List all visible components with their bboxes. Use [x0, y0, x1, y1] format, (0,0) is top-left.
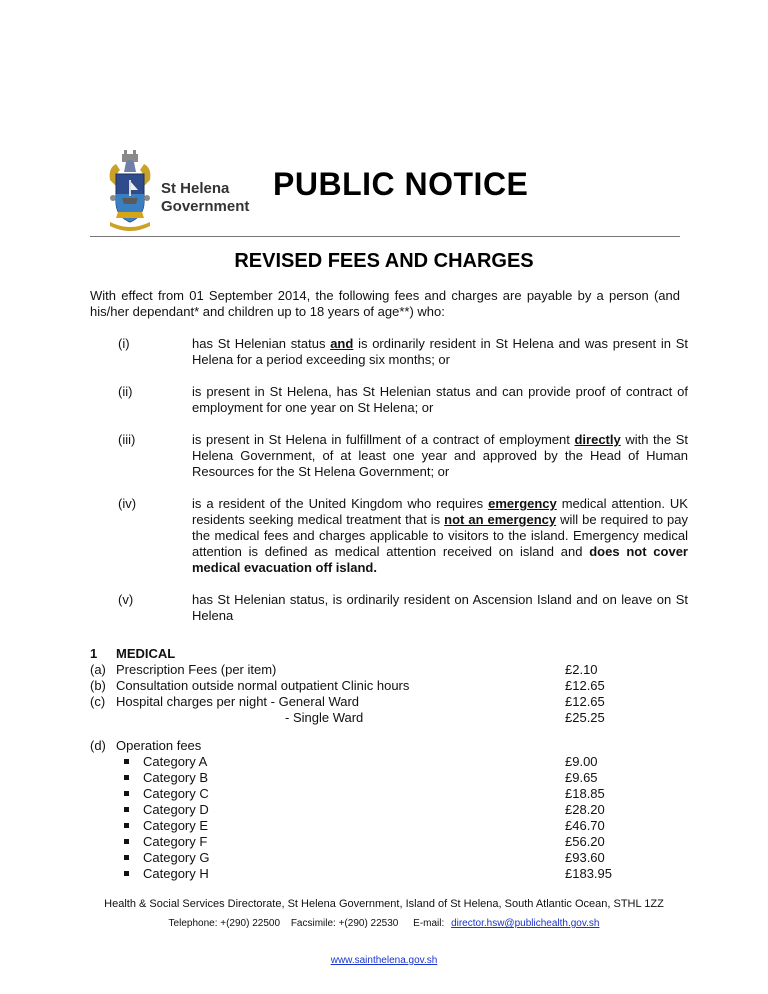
email-link[interactable]: director.hsw@publichealth.gov.sh [451, 918, 600, 929]
operation-amount: £18.85 [565, 786, 605, 801]
coat-of-arms-logo [104, 150, 156, 234]
footer-email [409, 918, 599, 929]
fee-label: (c) [90, 694, 106, 709]
operation-amount: £28.20 [565, 802, 605, 817]
fee-description: Consultation outside normal outpatient Clinic hours [116, 678, 410, 693]
bullet-icon [124, 759, 129, 764]
clause-text-part: has St Helenian status, is ordinarily resident on Ascension Island and on leave on St Helena [192, 592, 688, 623]
operation-category-name: Category B [143, 770, 209, 785]
operation-category-name: Category E [143, 818, 209, 833]
operation-category-name: Category C [143, 786, 209, 801]
clause-text-part: has St Helenian status [192, 336, 331, 351]
operation-amount: £183.95 [565, 866, 612, 881]
clause-number: (ii) [118, 384, 133, 399]
operation-category-name: Category H [143, 866, 209, 881]
operation-category [124, 850, 209, 866]
fee-amount: £12.65 [565, 694, 605, 709]
fee-description: Hospital charges per night - General Ward [116, 694, 360, 709]
public-notice-title: PUBLIC NOTICE [273, 166, 529, 202]
clause-text [192, 336, 688, 368]
operation-amount: £9.65 [565, 770, 598, 785]
operation-amount: £9.00 [565, 754, 598, 769]
clause-emphasis: directly [574, 432, 621, 447]
bullet-icon [124, 855, 129, 860]
operation-category-name: Category G [143, 850, 210, 865]
clause-number: (iv) [118, 496, 137, 511]
fee-description: - Single Ward [285, 710, 364, 725]
bullet-icon [124, 839, 129, 844]
clause-number: (i) [118, 336, 130, 351]
operation-category-name: Category F [143, 834, 208, 849]
footer-email-label: E-mail: [413, 918, 448, 929]
intro-paragraph: With effect from 01 September 2014, the following fees and charges are payable by a person (and his/her dependant* and children up to 18 years of age**) who: [90, 288, 680, 319]
org-name-line2: Government [161, 198, 250, 215]
bullet-icon [124, 791, 129, 796]
clause-number: (v) [118, 592, 134, 607]
clause-emphasis: and [330, 336, 354, 351]
bullet-icon [124, 775, 129, 780]
fee-amount: £25.25 [565, 710, 605, 725]
header-divider [90, 236, 680, 237]
operation-category [124, 770, 208, 786]
document-title: REVISED FEES AND CHARGES [234, 250, 534, 272]
clause-text-part: with the St Helena Government, of at least one year and approved by the Head of Human Resources for the St Helena Government; or [192, 432, 688, 479]
website-link[interactable]: www.sainthelena.gov.sh [330, 955, 438, 966]
footer-facsimile: Facsimile: +(290) 22530 [290, 918, 399, 929]
footer-contact [0, 918, 768, 929]
operation-amount: £93.60 [565, 850, 605, 865]
fee-label: (a) [90, 662, 106, 677]
fee-label: (d) [90, 738, 106, 753]
clause-emphasis: not an emergency [444, 512, 557, 527]
operation-category [124, 754, 207, 770]
operation-amount: £46.70 [565, 818, 605, 833]
clause-number: (iii) [118, 432, 136, 447]
operation-category [124, 786, 209, 802]
operation-category [124, 818, 208, 834]
footer-website [0, 955, 768, 966]
fee-amount: £12.65 [565, 678, 605, 693]
operation-category-name: Category D [143, 802, 209, 817]
footer-telephone: Telephone: +(290) 22500 [168, 918, 281, 929]
clause-text [192, 496, 688, 576]
bullet-icon [124, 807, 129, 812]
clause-text-part: medical attention. UK residents seeking medical treatment that is [192, 496, 688, 527]
bullet-icon [124, 871, 129, 876]
operation-category [124, 802, 209, 818]
org-name [161, 180, 249, 216]
fee-description: Prescription Fees (per item) [116, 662, 277, 677]
clause-emphasis: does not cover medical evacuation off island. [192, 544, 688, 575]
bullet-icon [124, 823, 129, 828]
operation-amount: £56.20 [565, 834, 605, 849]
clause-text-part: will be required to pay the medical fees and charges applicable to visitors to the island. Emergency medical attention is defined as medical attention received on island and [192, 512, 688, 559]
footer-address: Health & Social Services Directorate, St Helena Government, Island of St Helena, South Atlantic Ocean, STHL 1ZZ [104, 898, 664, 910]
section-number: 1 [90, 646, 98, 661]
operation-category [124, 866, 209, 882]
clause-emphasis: emergency [488, 496, 557, 511]
clause-text [192, 592, 688, 624]
section-heading: MEDICAL [116, 646, 176, 661]
clause-text [192, 432, 688, 480]
clause-text-part: is present in St Helena, has St Helenian status and can provide proof of contract of employment for one year on St Helena; or [192, 384, 688, 415]
fee-label: (b) [90, 678, 106, 693]
operation-fees-heading: Operation fees [116, 738, 202, 753]
operation-category [124, 834, 207, 850]
org-name-line1: St Helena [161, 180, 230, 197]
operation-category-name: Category A [143, 754, 208, 769]
clause-text [192, 384, 688, 416]
clause-text-part: is present in St Helena in fulfillment of a contract of employment [192, 432, 575, 447]
fee-amount: £2.10 [565, 662, 598, 677]
clause-text-part: is a resident of the United Kingdom who requires [192, 496, 489, 511]
clause-text-part: is ordinarily resident in St Helena and was present in St Helena for a period exceeding six months; or [192, 336, 688, 367]
